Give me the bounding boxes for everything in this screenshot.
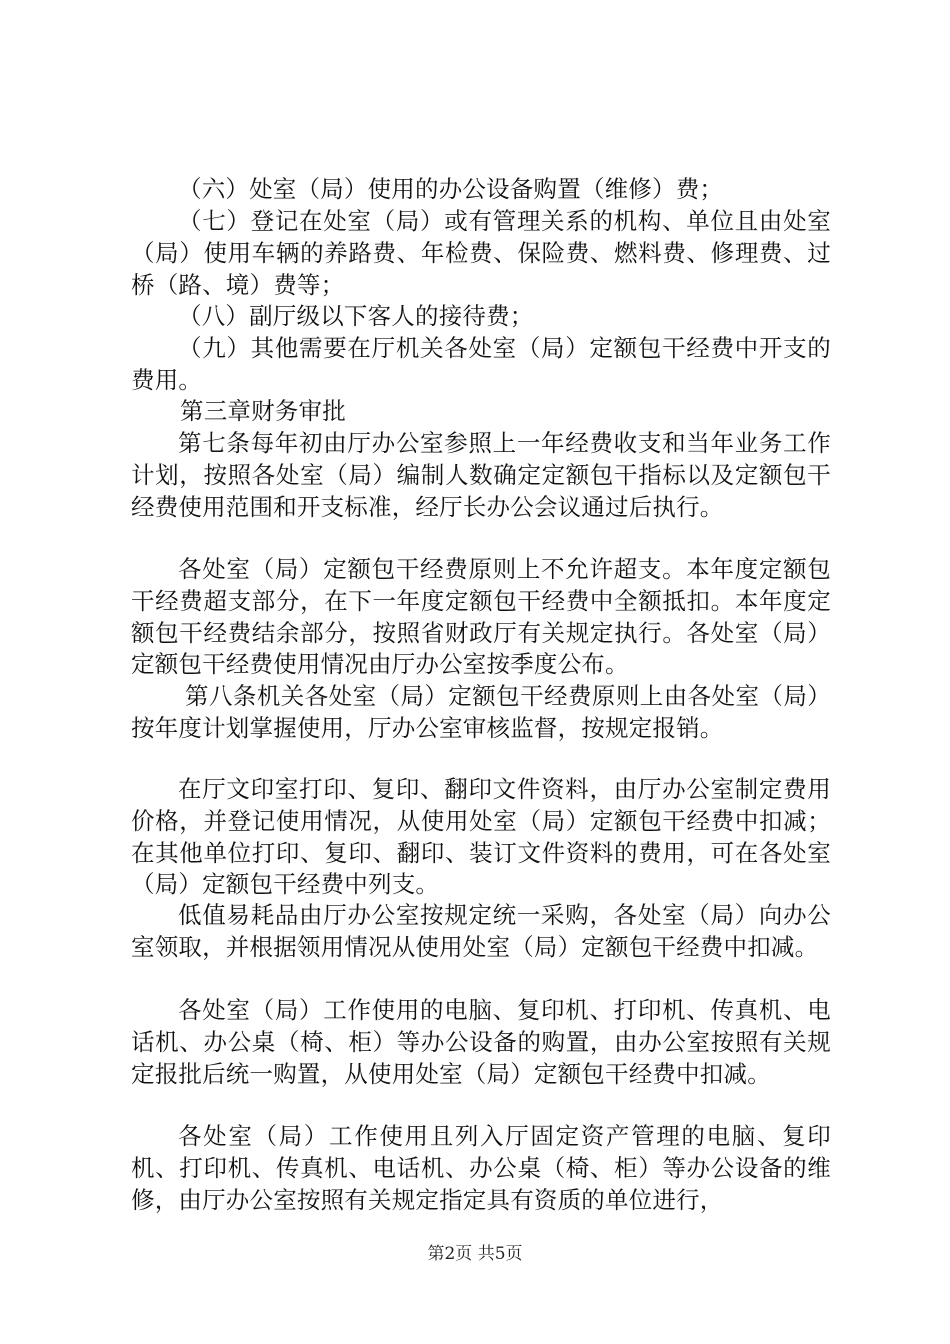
paragraph-item-6: （六）处室（局）使用的办公设备购置（维修）费； xyxy=(178,175,724,203)
page-number-footer: 第2页 共5页 xyxy=(427,1244,523,1264)
paragraph-article-7: 第七条每年初由厅办公室参照上一年经费收支和当年业务工作计划，按照各处室（局）编制人数确定定额包干指标以及定额包干经费使用范围和开支标准，经厅长办公会议通过后执行。 xyxy=(131,429,831,521)
paragraph-article-8: 第八条机关各处室（局）定额包干经费原则上由各处室（局）按年度计划掌握使用，厅办公室审核监督，按规定报销。 xyxy=(131,682,831,742)
paragraph-item-9: （九）其他需要在厅机关各处室（局）定额包干经费中开支的费用。 xyxy=(131,334,831,394)
paragraph-item-8: （八）副厅级以下客人的接待费； xyxy=(178,302,534,330)
paragraph-printing: 在厅文印室打印、复印、翻印文件资料，由厅办公室制定费用价格，并登记使用情况，从使用处室（局）定额包干经费中扣减；在其他单位打印、复印、翻印、装订文件资料的费用，可在各处室（局）定额包干经费中列支。 xyxy=(131,775,831,899)
paragraph-equipment-repair: 各处室（局）工作使用且列入厅固定资产管理的电脑、复印机、打印机、传真机、电话机、办公桌（椅、柜）等办公设备的维修，由厅办公室按照有关规定指定具有资质的单位进行， xyxy=(131,1122,831,1214)
chapter-heading: 第三章财务审批 xyxy=(180,397,346,425)
paragraph-consumables: 低值易耗品由厅办公室按规定统一采购，各处室（局）向办公室领取，并根据领用情况从使用处室（局）定额包干经费中扣减。 xyxy=(131,901,831,961)
paragraph-item-7: （七）登记在处室（局）或有管理关系的机构、单位且由处室（局）使用车辆的养路费、年检费、保险费、燃料费、修理费、过桥（路、境）费等； xyxy=(131,207,831,299)
paragraph-overspend-rule: 各处室（局）定额包干经费原则上不允许超支。本年度定额包干经费超支部分，在下一年度定额包干经费中全额抵扣。本年度定额包干经费结余部分，按照省财政厅有关规定执行。各处室（局）定额包干经费使用情况由厅办公室按季度公布。 xyxy=(131,555,831,679)
paragraph-equipment-purchase: 各处室（局）工作使用的电脑、复印机、打印机、传真机、电话机、办公桌（椅、柜）等办公设备的购置，由办公室按照有关规定报批后统一购置，从使用处室（局）定额包干经费中扣减。 xyxy=(131,996,831,1088)
